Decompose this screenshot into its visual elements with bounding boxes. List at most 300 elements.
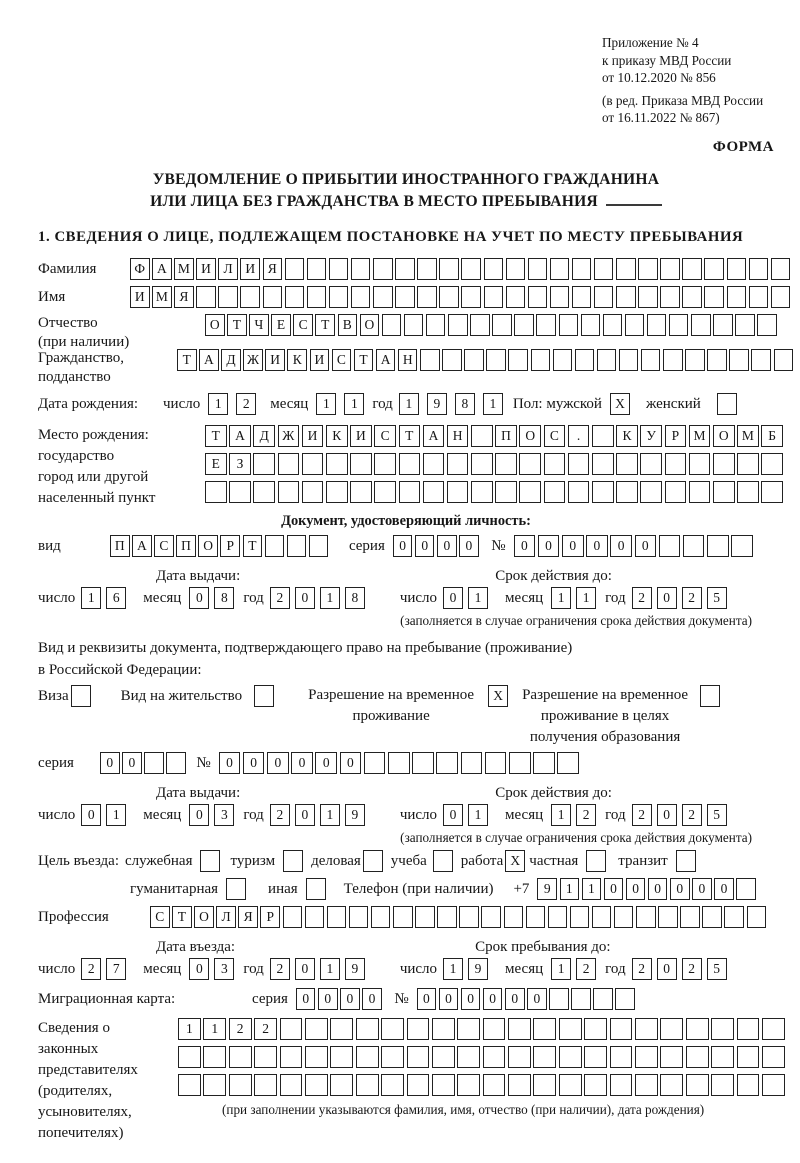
char-cell-filled[interactable]: 1 [560,878,580,900]
char-cell-filled[interactable]: О [360,314,380,336]
char-cell-empty[interactable] [584,1074,607,1096]
temp-permit-education-checkbox[interactable] [700,685,720,707]
char-cell-empty[interactable] [647,314,667,336]
char-cell-empty[interactable] [395,286,415,308]
char-cell-empty[interactable] [508,349,528,371]
char-cell-empty[interactable] [305,1018,328,1040]
char-cell-empty[interactable] [592,906,612,928]
char-cell-empty[interactable] [388,752,410,774]
char-cell-empty[interactable] [381,1018,404,1040]
char-cell-filled[interactable]: 9 [468,958,488,980]
char-cell-empty[interactable] [285,286,305,308]
purpose-other-checkbox[interactable] [306,878,326,900]
char-cell-empty[interactable] [280,1074,303,1096]
char-cell-empty[interactable] [528,258,548,280]
char-cell-empty[interactable] [278,453,300,475]
char-cell-filled[interactable]: 1 [178,1018,201,1040]
char-cell-empty[interactable] [680,906,700,928]
char-cell-filled[interactable]: И [130,286,150,308]
char-cell-empty[interactable] [689,481,711,503]
char-cell-empty[interactable] [592,453,614,475]
char-cell-empty[interactable] [329,258,349,280]
char-cell-empty[interactable] [504,906,524,928]
char-cell-empty[interactable] [439,258,459,280]
char-cell-empty[interactable] [459,906,479,928]
char-cell-empty[interactable] [495,453,517,475]
char-cell-filled[interactable]: 0 [670,878,690,900]
char-cell-empty[interactable] [399,481,421,503]
char-cell-empty[interactable] [640,453,662,475]
char-cell-empty[interactable] [253,453,275,475]
char-cell-filled[interactable]: 0 [586,535,608,557]
char-cell-filled[interactable]: И [350,425,372,447]
char-cell-filled[interactable]: 0 [315,752,337,774]
char-cell-empty[interactable] [682,286,702,308]
char-cell-filled[interactable]: Н [398,349,418,371]
char-cell-empty[interactable] [464,349,484,371]
char-cell-empty[interactable] [263,286,283,308]
char-cell-empty[interactable] [373,286,393,308]
char-cell-empty[interactable] [749,258,769,280]
char-cell-empty[interactable] [420,349,440,371]
char-cell-filled[interactable]: Н [447,425,469,447]
char-cell-empty[interactable] [549,988,569,1010]
char-cell-empty[interactable] [356,1074,379,1096]
char-cell-filled[interactable]: 2 [576,958,596,980]
char-cell-filled[interactable]: З [229,453,251,475]
char-cell-empty[interactable] [559,1074,582,1096]
char-cell-empty[interactable] [570,906,590,928]
char-cell-filled[interactable]: С [544,425,566,447]
char-cell-filled[interactable]: 3 [214,804,234,826]
char-cell-filled[interactable]: 8 [455,393,475,415]
char-cell-filled[interactable]: 0 [267,752,289,774]
char-cell-filled[interactable]: 0 [340,988,360,1010]
char-cell-empty[interactable] [584,1018,607,1040]
char-cell-filled[interactable]: 0 [648,878,668,900]
char-cell-empty[interactable] [240,286,260,308]
char-cell-empty[interactable] [568,481,590,503]
temp-permit-checkbox[interactable]: X [488,685,508,707]
char-cell-empty[interactable] [619,349,639,371]
char-cell-filled[interactable]: 2 [229,1018,252,1040]
char-cell-empty[interactable] [771,258,791,280]
char-cell-filled[interactable]: К [616,425,638,447]
char-cell-empty[interactable] [686,1074,709,1096]
char-cell-empty[interactable] [638,286,658,308]
char-cell-filled[interactable]: 0 [562,535,584,557]
char-cell-empty[interactable] [508,1074,531,1096]
char-cell-empty[interactable] [229,1046,252,1068]
char-cell-empty[interactable] [665,481,687,503]
char-cell-filled[interactable]: Т [177,349,197,371]
char-cell-empty[interactable] [461,286,481,308]
char-cell-empty[interactable] [531,349,551,371]
char-cell-empty[interactable] [278,481,300,503]
char-cell-empty[interactable] [417,286,437,308]
char-cell-empty[interactable] [166,752,186,774]
char-cell-filled[interactable]: 0 [714,878,734,900]
char-cell-filled[interactable]: М [152,286,172,308]
char-cell-empty[interactable] [305,1074,328,1096]
char-cell-empty[interactable] [305,906,325,928]
char-cell-filled[interactable]: 0 [189,587,209,609]
char-cell-filled[interactable]: С [374,425,396,447]
char-cell-empty[interactable] [254,1074,277,1096]
char-cell-empty[interactable] [330,1046,353,1068]
char-cell-filled[interactable]: П [495,425,517,447]
char-cell-empty[interactable] [615,988,635,1010]
char-cell-empty[interactable] [636,906,656,928]
char-cell-filled[interactable]: 0 [295,958,315,980]
char-cell-filled[interactable]: 1 [106,804,126,826]
char-cell-filled[interactable]: 2 [576,804,596,826]
char-cell-empty[interactable] [508,1018,531,1040]
char-cell-empty[interactable] [447,453,469,475]
char-cell-empty[interactable] [597,349,617,371]
char-cell-empty[interactable] [495,481,517,503]
char-cell-empty[interactable] [229,481,251,503]
char-cell-empty[interactable] [287,535,307,557]
char-cell-empty[interactable] [737,1074,760,1096]
char-cell-empty[interactable] [711,1046,734,1068]
char-cell-empty[interactable] [641,349,661,371]
char-cell-filled[interactable]: К [287,349,307,371]
male-checkbox[interactable]: X [610,393,630,415]
char-cell-empty[interactable] [486,349,506,371]
char-cell-empty[interactable] [309,535,329,557]
char-cell-filled[interactable]: 2 [682,958,702,980]
char-cell-empty[interactable] [254,1046,277,1068]
purpose-official-checkbox[interactable] [200,850,220,872]
char-cell-empty[interactable] [229,1074,252,1096]
char-cell-empty[interactable] [559,314,579,336]
char-cell-empty[interactable] [381,1074,404,1096]
char-cell-filled[interactable]: 1 [468,804,488,826]
char-cell-filled[interactable]: 1 [576,587,596,609]
char-cell-filled[interactable]: 0 [657,804,677,826]
char-cell-filled[interactable]: 2 [81,958,101,980]
char-cell-empty[interactable] [603,314,623,336]
char-cell-empty[interactable] [508,1046,531,1068]
char-cell-empty[interactable] [436,752,458,774]
char-cell-filled[interactable]: С [293,314,313,336]
char-cell-filled[interactable]: 0 [189,804,209,826]
char-cell-empty[interactable] [704,258,724,280]
char-cell-empty[interactable] [514,314,534,336]
char-cell-filled[interactable]: Т [227,314,247,336]
char-cell-filled[interactable]: А [423,425,445,447]
char-cell-filled[interactable]: 0 [626,878,646,900]
char-cell-empty[interactable] [412,752,434,774]
char-cell-empty[interactable] [729,349,749,371]
char-cell-empty[interactable] [727,286,747,308]
char-cell-filled[interactable]: С [154,535,174,557]
char-cell-filled[interactable]: 1 [582,878,602,900]
char-cell-empty[interactable] [526,906,546,928]
char-cell-filled[interactable]: С [150,906,170,928]
char-cell-empty[interactable] [533,1074,556,1096]
char-cell-empty[interactable] [432,1018,455,1040]
char-cell-empty[interactable] [506,286,526,308]
char-cell-filled[interactable]: 0 [100,752,120,774]
char-cell-empty[interactable] [711,1018,734,1040]
char-cell-empty[interactable] [737,481,759,503]
char-cell-filled[interactable]: И [302,425,324,447]
char-cell-empty[interactable] [533,752,555,774]
char-cell-filled[interactable]: 5 [707,587,727,609]
char-cell-filled[interactable]: Ч [249,314,269,336]
char-cell-filled[interactable]: 1 [468,587,488,609]
char-cell-filled[interactable]: 1 [320,587,340,609]
char-cell-empty[interactable] [285,258,305,280]
char-cell-filled[interactable]: М [689,425,711,447]
char-cell-empty[interactable] [682,258,702,280]
char-cell-empty[interactable] [349,906,369,928]
char-cell-empty[interactable] [327,906,347,928]
char-cell-empty[interactable] [572,258,592,280]
char-cell-filled[interactable]: О [713,425,735,447]
char-cell-empty[interactable] [305,1046,328,1068]
char-cell-filled[interactable]: 1 [483,393,503,415]
char-cell-empty[interactable] [326,453,348,475]
char-cell-empty[interactable] [747,906,767,928]
char-cell-empty[interactable] [447,481,469,503]
char-cell-filled[interactable]: 2 [632,804,652,826]
char-cell-empty[interactable] [685,349,705,371]
char-cell-filled[interactable]: Д [221,349,241,371]
char-cell-filled[interactable]: 0 [243,752,265,774]
char-cell-empty[interactable] [749,286,769,308]
char-cell-empty[interactable] [559,1018,582,1040]
char-cell-empty[interactable] [407,1046,430,1068]
char-cell-filled[interactable]: П [176,535,196,557]
char-cell-filled[interactable]: 0 [635,535,657,557]
char-cell-filled[interactable]: А [229,425,251,447]
char-cell-empty[interactable] [533,1046,556,1068]
char-cell-filled[interactable]: О [519,425,541,447]
char-cell-filled[interactable]: 0 [610,535,632,557]
char-cell-filled[interactable]: 1 [443,958,463,980]
char-cell-filled[interactable]: И [310,349,330,371]
char-cell-empty[interactable] [544,453,566,475]
char-cell-empty[interactable] [689,453,711,475]
char-cell-empty[interactable] [178,1074,201,1096]
char-cell-empty[interactable] [762,1074,785,1096]
char-cell-filled[interactable]: А [199,349,219,371]
char-cell-empty[interactable] [203,1046,226,1068]
char-cell-empty[interactable] [731,535,753,557]
char-cell-empty[interactable] [393,906,413,928]
char-cell-empty[interactable] [683,535,705,557]
char-cell-filled[interactable]: 0 [437,535,457,557]
purpose-humanitarian-checkbox[interactable] [226,878,246,900]
char-cell-empty[interactable] [736,878,756,900]
char-cell-filled[interactable]: В [338,314,358,336]
char-cell-empty[interactable] [669,314,689,336]
char-cell-empty[interactable] [371,906,391,928]
char-cell-empty[interactable] [307,286,327,308]
char-cell-empty[interactable] [735,314,755,336]
char-cell-empty[interactable] [442,349,462,371]
char-cell-empty[interactable] [593,988,613,1010]
char-cell-filled[interactable]: Т [243,535,263,557]
char-cell-empty[interactable] [457,1018,480,1040]
char-cell-empty[interactable] [329,286,349,308]
char-cell-empty[interactable] [635,1018,658,1040]
char-cell-filled[interactable]: Т [172,906,192,928]
char-cell-filled[interactable]: Р [665,425,687,447]
char-cell-empty[interactable] [528,286,548,308]
char-cell-empty[interactable] [533,1018,556,1040]
char-cell-filled[interactable]: Л [216,906,236,928]
char-cell-filled[interactable]: М [737,425,759,447]
char-cell-empty[interactable] [727,258,747,280]
char-cell-empty[interactable] [483,1018,506,1040]
char-cell-empty[interactable] [660,1046,683,1068]
char-cell-empty[interactable] [481,906,501,928]
char-cell-filled[interactable]: 0 [527,988,547,1010]
char-cell-empty[interactable] [265,535,285,557]
char-cell-empty[interactable] [423,453,445,475]
char-cell-empty[interactable] [724,906,744,928]
char-cell-empty[interactable] [417,258,437,280]
char-cell-filled[interactable]: 9 [427,393,447,415]
char-cell-filled[interactable]: 0 [393,535,413,557]
char-cell-empty[interactable] [253,481,275,503]
char-cell-empty[interactable] [568,453,590,475]
char-cell-empty[interactable] [350,453,372,475]
char-cell-empty[interactable] [761,453,783,475]
char-cell-empty[interactable] [196,286,216,308]
char-cell-empty[interactable] [592,481,614,503]
char-cell-empty[interactable] [351,258,371,280]
char-cell-filled[interactable]: 9 [537,878,557,900]
char-cell-empty[interactable] [350,481,372,503]
char-cell-empty[interactable] [461,258,481,280]
char-cell-filled[interactable]: 9 [345,804,365,826]
purpose-transit-checkbox[interactable] [676,850,696,872]
char-cell-empty[interactable] [302,481,324,503]
char-cell-filled[interactable]: Я [174,286,194,308]
char-cell-filled[interactable]: 9 [345,958,365,980]
char-cell-empty[interactable] [485,752,507,774]
char-cell-empty[interactable] [374,453,396,475]
char-cell-filled[interactable]: 2 [270,958,290,980]
char-cell-empty[interactable] [364,752,386,774]
char-cell-empty[interactable] [492,314,512,336]
char-cell-filled[interactable]: О [194,906,214,928]
char-cell-empty[interactable] [483,1074,506,1096]
char-cell-empty[interactable] [610,1074,633,1096]
char-cell-filled[interactable]: 0 [417,988,437,1010]
female-checkbox[interactable] [717,393,737,415]
char-cell-empty[interactable] [707,349,727,371]
char-cell-empty[interactable] [439,286,459,308]
char-cell-empty[interactable] [407,1074,430,1096]
char-cell-filled[interactable]: И [265,349,285,371]
char-cell-filled[interactable]: 1 [399,393,419,415]
char-cell-empty[interactable] [550,258,570,280]
purpose-tourism-checkbox[interactable] [283,850,303,872]
char-cell-empty[interactable] [519,481,541,503]
char-cell-empty[interactable] [326,481,348,503]
char-cell-empty[interactable] [280,1018,303,1040]
char-cell-filled[interactable]: Р [260,906,280,928]
char-cell-empty[interactable] [572,286,592,308]
purpose-study-checkbox[interactable] [433,850,453,872]
char-cell-empty[interactable] [553,349,573,371]
purpose-business-checkbox[interactable] [363,850,383,872]
char-cell-empty[interactable] [635,1074,658,1096]
char-cell-filled[interactable]: Е [271,314,291,336]
char-cell-empty[interactable] [330,1018,353,1040]
char-cell-filled[interactable]: 0 [295,804,315,826]
char-cell-filled[interactable]: 5 [707,958,727,980]
char-cell-filled[interactable]: 0 [443,804,463,826]
char-cell-empty[interactable] [707,535,729,557]
char-cell-filled[interactable]: 0 [362,988,382,1010]
char-cell-empty[interactable] [614,906,634,928]
char-cell-filled[interactable]: 1 [203,1018,226,1040]
char-cell-empty[interactable] [665,453,687,475]
char-cell-empty[interactable] [448,314,468,336]
char-cell-empty[interactable] [592,425,614,447]
char-cell-empty[interactable] [737,453,759,475]
char-cell-filled[interactable]: 2 [236,393,256,415]
char-cell-empty[interactable] [660,1018,683,1040]
char-cell-empty[interactable] [737,1046,760,1068]
char-cell-filled[interactable]: Ф [130,258,150,280]
char-cell-empty[interactable] [426,314,446,336]
char-cell-empty[interactable] [423,481,445,503]
char-cell-filled[interactable]: 0 [81,804,101,826]
char-cell-filled[interactable]: 8 [345,587,365,609]
char-cell-empty[interactable] [686,1018,709,1040]
char-cell-filled[interactable]: А [376,349,396,371]
char-cell-empty[interactable] [283,906,303,928]
char-cell-empty[interactable] [356,1046,379,1068]
char-cell-empty[interactable] [774,349,794,371]
char-cell-empty[interactable] [737,1018,760,1040]
char-cell-filled[interactable]: Ж [278,425,300,447]
char-cell-filled[interactable]: 0 [505,988,525,1010]
char-cell-filled[interactable]: . [568,425,590,447]
char-cell-empty[interactable] [382,314,402,336]
char-cell-filled[interactable]: 1 [551,587,571,609]
char-cell-empty[interactable] [659,535,681,557]
char-cell-filled[interactable]: 2 [682,587,702,609]
char-cell-empty[interactable] [550,286,570,308]
char-cell-filled[interactable]: С [332,349,352,371]
char-cell-empty[interactable] [610,1046,633,1068]
char-cell-empty[interactable] [395,258,415,280]
char-cell-filled[interactable]: А [132,535,152,557]
char-cell-filled[interactable]: 7 [106,958,126,980]
char-cell-empty[interactable] [307,258,327,280]
char-cell-empty[interactable] [713,314,733,336]
char-cell-empty[interactable] [483,1046,506,1068]
visa-checkbox[interactable] [71,685,91,707]
char-cell-empty[interactable] [713,453,735,475]
char-cell-filled[interactable]: 2 [682,804,702,826]
char-cell-empty[interactable] [762,1018,785,1040]
char-cell-empty[interactable] [432,1074,455,1096]
char-cell-empty[interactable] [404,314,424,336]
char-cell-empty[interactable] [374,481,396,503]
char-cell-filled[interactable]: 1 [81,587,101,609]
char-cell-empty[interactable] [506,258,526,280]
